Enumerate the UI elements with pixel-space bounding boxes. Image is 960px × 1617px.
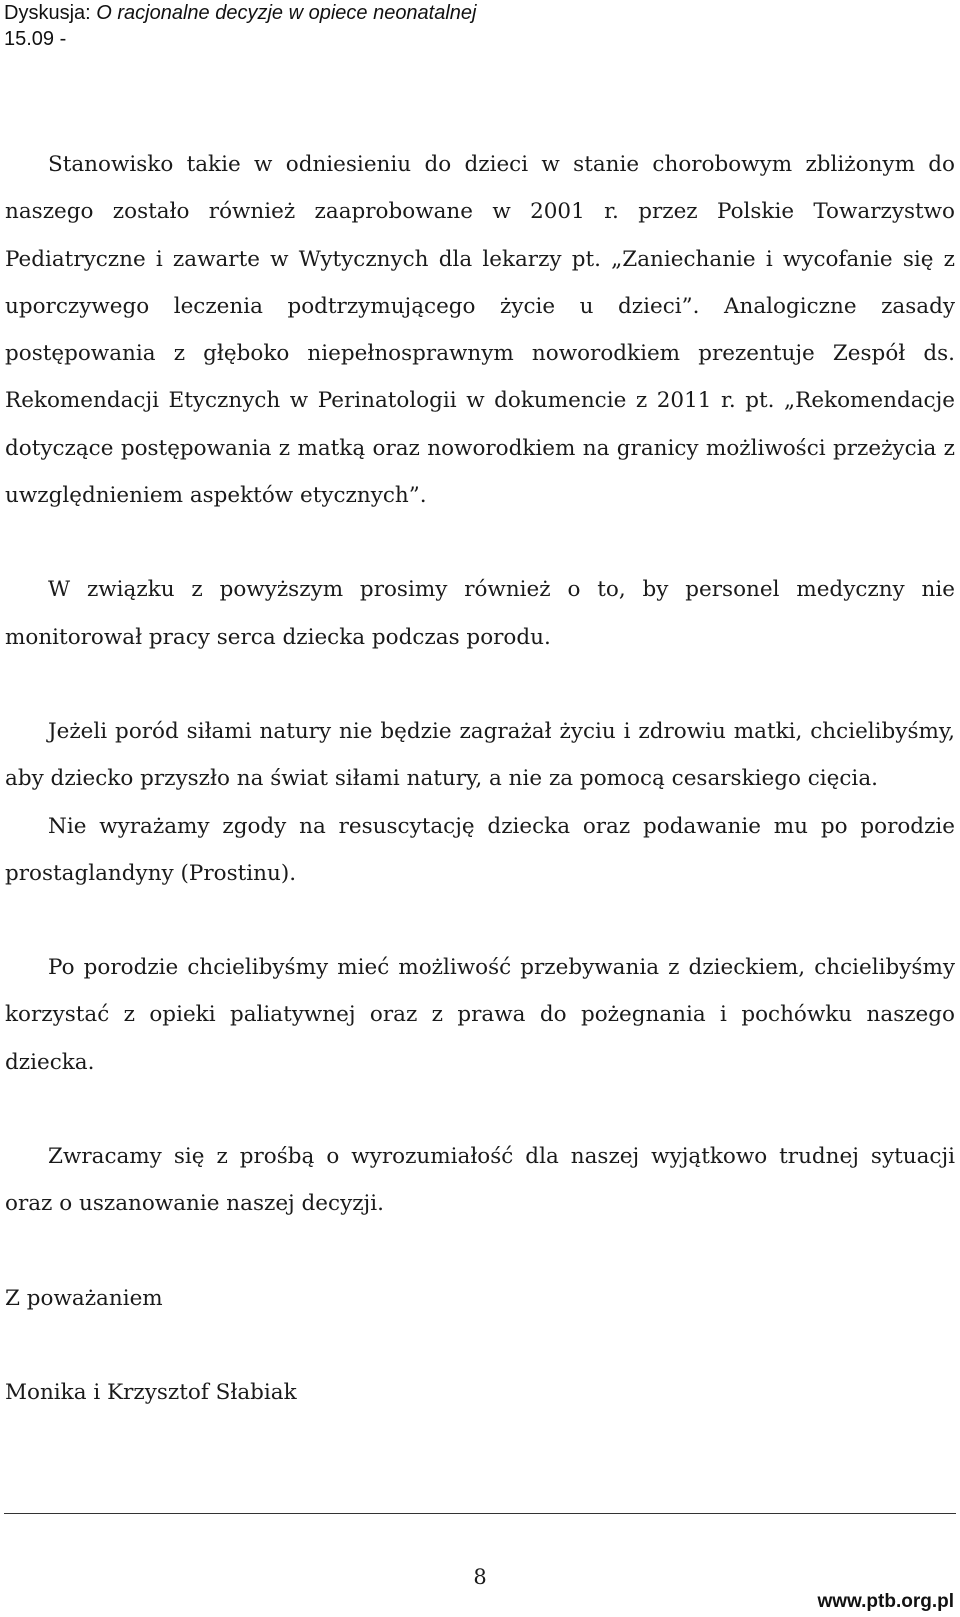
- footer-divider: [4, 1513, 956, 1514]
- paragraph-6: Zwracamy się z prośbą o wyrozumiałość dla naszej wyjątkowo trudnej sytuacji oraz o uszanowanie naszej decyzji.: [5, 1144, 955, 1217]
- header-title: O racjonalne decyzje w opiece neonatalnej: [96, 2, 477, 24]
- paragraph-1: Stanowisko takie w odniesieniu do dzieci w stanie chorobowym zbliżonym do naszego zostało również zaaprobowane w 2001 r. przez Polskie Towarzystwo Pediatryczne i zawarte w Wytycznych dla lekarzy pt. „Zaniechanie i wycofanie się z uporczywego leczenia podtrzymującego życie u dzieci”. Analogiczne zasady postępowania z głęboko niepełnosprawnym noworodkiem prezentuje Zespół ds. Rekomendacji Etycznych w Perinatologii w dokumencie z 2011 r. pt. „Rekomendacje dotyczące postępowania z matką oraz noworodkiem na granicy możliwości przeżycia z uwzględnieniem aspektów etycznych”.: [5, 152, 955, 509]
- header-label: Dyskusja:: [4, 2, 97, 24]
- document-body: [5, 141, 955, 1416]
- footer-site-link[interactable]: www.ptb.org.pl: [817, 1591, 954, 1612]
- closing-line: Z poważaniem: [5, 1285, 163, 1311]
- header-date: 15.09 -: [4, 28, 67, 50]
- page-number: 8: [473, 1565, 487, 1589]
- paragraph-2: W związku z powyższym prosimy również o to, by personel medyczny nie monitorował pracy serca dziecka podczas porodu.: [5, 577, 955, 650]
- paragraph-3: Jeżeli poród siłami natury nie będzie zagrażał życiu i zdrowiu matki, chcielibyśmy, aby dziecko przyszło na świat siłami natury, a nie za pomocą cesarskiego cięcia.: [5, 718, 955, 792]
- header-title-line: [4, 0, 477, 26]
- paragraph-4: Nie wyrażamy zgody na resuscytację dziecka oraz podawanie mu po porodzie prostaglandyny (Prostinu).: [5, 813, 955, 886]
- signature-line: Monika i Krzysztof Słabiak: [5, 1379, 297, 1405]
- paragraph-5: Po porodzie chcielibyśmy mieć możliwość przebywania z dzieckiem, chcielibyśmy korzystać z opieki paliatywnej oraz z prawa do pożegnania i pochówku naszego dziecka.: [5, 955, 955, 1075]
- page-header: [4, 0, 477, 52]
